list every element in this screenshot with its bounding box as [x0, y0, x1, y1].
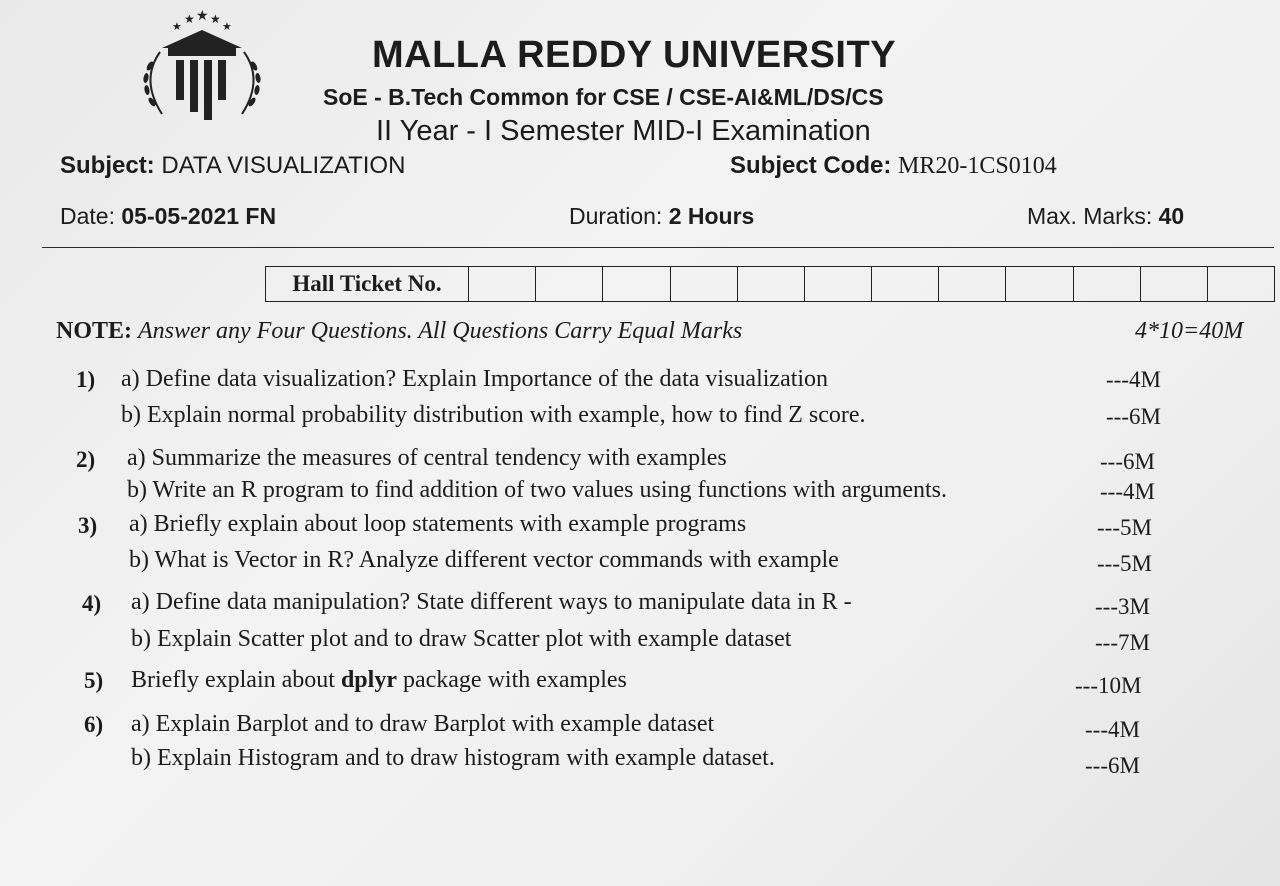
note-label: NOTE: — [56, 318, 133, 344]
question-marks: ---10M — [1075, 673, 1142, 698]
question-part: a) Summarize the measures of central tendency with examples — [127, 445, 727, 471]
svg-text:★: ★ — [210, 12, 221, 26]
subject-code-label: Subject Code: — [730, 152, 892, 179]
question-text: Briefly explain about — [131, 667, 341, 693]
note — [56, 318, 742, 345]
question-marks: ---3M — [1095, 594, 1150, 619]
max-marks — [1027, 203, 1184, 230]
question-marks: ---6M — [1085, 753, 1140, 778]
question-text: package with examples — [396, 667, 627, 693]
hall-ticket-digit-box — [872, 267, 939, 301]
question-part: b) What is Vector in R? Analyze different vector commands with example — [129, 547, 839, 573]
subject-code — [730, 152, 1057, 180]
hall-ticket-digit-box — [1208, 267, 1274, 301]
question-marks: ---5M — [1097, 515, 1152, 540]
svg-text:★: ★ — [196, 8, 209, 24]
question-part: b) Explain Histogram and to draw histogram with example dataset. — [131, 745, 775, 771]
date-value: 05-05-2021 FN — [121, 203, 277, 229]
question-part: a) Define data manipulation? State different ways to manipulate data in R - — [131, 589, 852, 615]
question-marks: ---4M — [1106, 367, 1161, 392]
hall-ticket-digit-box — [805, 267, 872, 301]
question-number: 5) — [84, 668, 104, 693]
subject-code-value: MR20-1CS0104 — [898, 153, 1057, 179]
hall-ticket-digit-box — [603, 267, 670, 301]
hall-ticket-box — [265, 266, 1275, 302]
question-marks: ---6M — [1106, 404, 1161, 429]
hall-ticket-digit-box — [939, 267, 1006, 301]
question-part — [131, 667, 627, 694]
header-divider — [42, 247, 1274, 248]
duration-value: 2 Hours — [668, 203, 755, 229]
question-marks: ---7M — [1095, 630, 1150, 655]
hall-ticket-digit-box — [671, 267, 738, 301]
program-title: SoE - B.Tech Common for CSE / CSE-AI&ML/DS/CS — [323, 84, 884, 110]
svg-text:★: ★ — [222, 20, 232, 33]
svg-text:★: ★ — [184, 12, 195, 26]
question-part: b) Write an R program to find addition of two values using functions with arguments. — [127, 477, 948, 503]
hall-ticket-digit-box — [536, 267, 603, 301]
question-part: b) Explain normal probability distribution with example, how to find Z score. — [121, 402, 866, 428]
maxmarks-label: Max. Marks: — [1027, 203, 1153, 229]
dplyr-keyword: dplyr — [340, 667, 397, 693]
hall-ticket-digit-box — [1074, 267, 1141, 301]
question-number: 1) — [76, 367, 96, 392]
question-number: 6) — [84, 712, 104, 737]
university-logo-icon — [132, 8, 272, 130]
question-part: a) Define data visualization? Explain Importance of the data visualization — [121, 366, 829, 392]
question-part: a) Briefly explain about loop statements with example programs — [129, 511, 747, 537]
subject-value: DATA VISUALIZATION — [161, 152, 406, 179]
exam-duration — [569, 203, 754, 230]
hall-ticket-digit-box — [1141, 267, 1208, 301]
total-marks: 4*10=40M — [1135, 318, 1244, 344]
question-part: b) Explain Scatter plot and to draw Scatter plot with example dataset — [131, 626, 792, 652]
maxmarks-value: 40 — [1158, 203, 1185, 229]
question-marks: ---6M — [1100, 449, 1155, 474]
university-name: MALLA REDDY UNIVERSITY — [372, 34, 897, 76]
exam-title: II Year - I Semester MID-I Examination — [376, 115, 871, 147]
question-marks: ---4M — [1085, 717, 1140, 742]
hall-ticket-label: Hall Ticket No. — [266, 267, 469, 301]
svg-text:★: ★ — [172, 20, 182, 33]
exam-date — [60, 203, 276, 230]
question-number: 2) — [76, 447, 96, 472]
question-marks: ---5M — [1097, 551, 1152, 576]
subject-label: Subject: — [60, 152, 155, 179]
subject — [60, 152, 405, 180]
duration-label: Duration: — [569, 203, 663, 229]
question-number: 3) — [78, 513, 98, 538]
date-label: Date: — [60, 203, 115, 229]
question-number: 4) — [82, 591, 102, 616]
question-marks: ---4M — [1100, 479, 1155, 504]
note-text: Answer any Four Questions. All Questions Carry Equal Marks — [138, 318, 743, 344]
hall-ticket-digit-box — [469, 267, 536, 301]
hall-ticket-digit-box — [1006, 267, 1073, 301]
question-part: a) Explain Barplot and to draw Barplot with example dataset — [131, 711, 715, 737]
hall-ticket-digit-box — [738, 267, 805, 301]
